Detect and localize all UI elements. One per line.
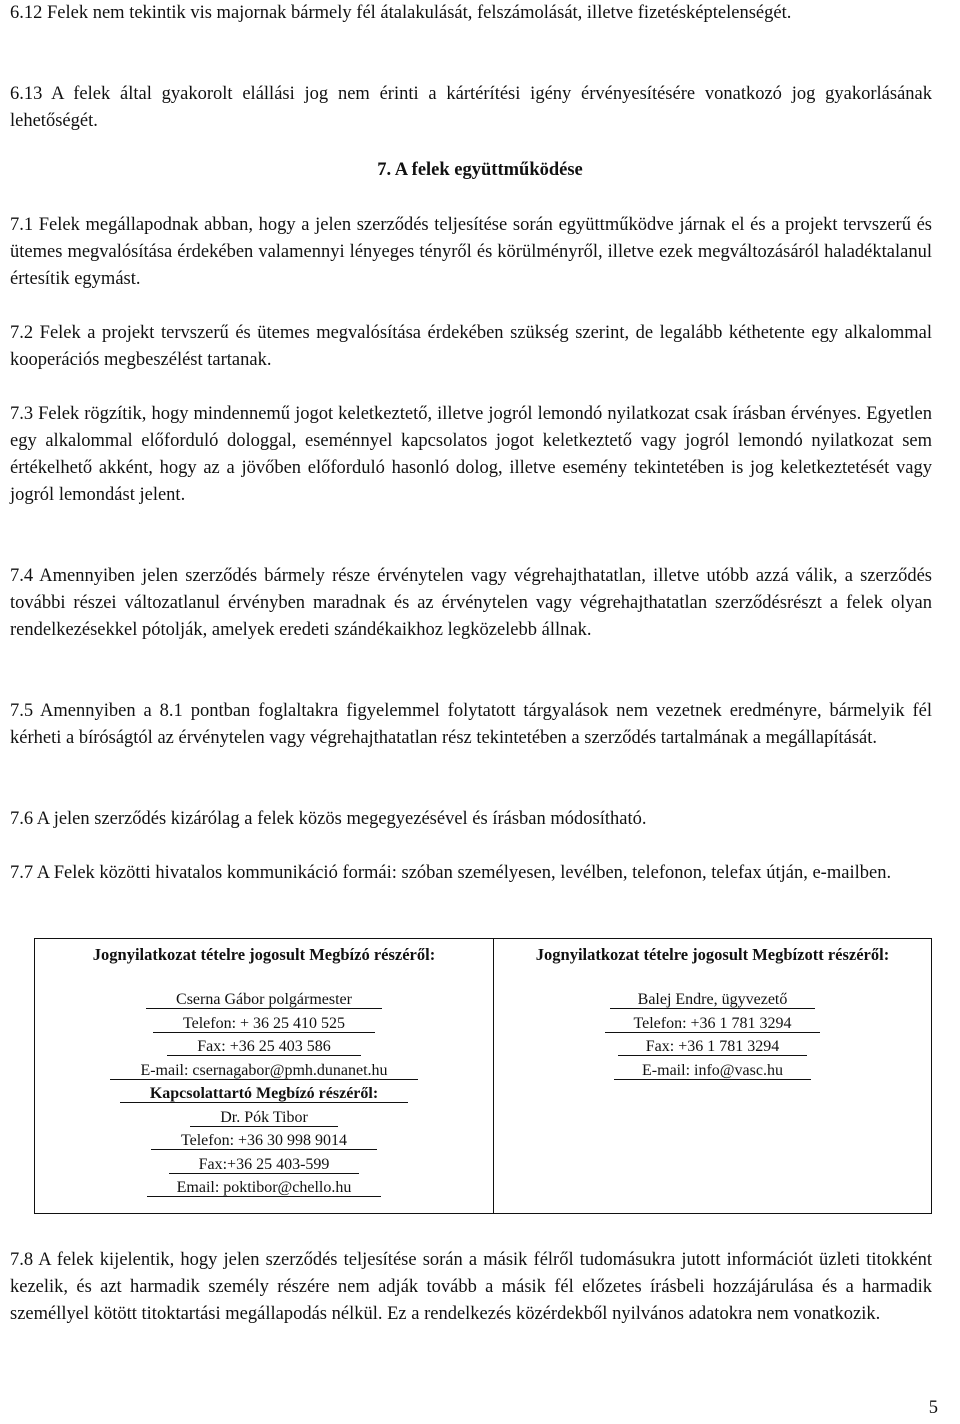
client-contact-phone: Telefon: +36 30 998 9014	[35, 1129, 493, 1153]
contractor-name: Balej Endre, ügyvezető	[494, 988, 931, 1012]
paragraph-6-12: 6.12 Felek nem tekintik vis majornak bármely fél átalakulását, felszámolását, illetve fizetésképtelenségét.	[10, 3, 792, 23]
contractor-fax: Fax: +36 1 781 3294	[494, 1035, 931, 1059]
client-column	[35, 939, 494, 1213]
paragraph-7-5: 7.5 Amennyiben a 8.1 pontban foglaltakra figyelemmel folytatott tárgyalások nem vezetnek eredményre, bármelyik fél kérheti a bíróságtól az érvénytelen vagy végrehajthatatlan rész tekintetében a szerződés tartalmának a megállapítását.	[10, 701, 932, 748]
contractor-header: Jognyilatkozat tételre jogosult Megbízott részéről:	[535, 945, 890, 964]
client-header: Jognyilatkozat tételre jogosult Megbízó részéről:	[92, 945, 436, 964]
section-heading: 7. A felek együttműködése	[377, 160, 583, 180]
paragraph-7-4: 7.4 Amennyiben jelen szerződés bármely része érvénytelen vagy végrehajthatatlan, illetve utóbb azzá válik, a szerződés további részei változatlanul érvényben maradnak és az érvénytelen vagy végrehajthatatlan szerződésrészt a felek olyan rendelkezésekkel pótolják, amelyek eredeti szándékaikhoz legközelebb állnak.	[10, 566, 932, 640]
client-contact-name: Dr. Pók Tibor	[35, 1106, 493, 1130]
contacts-table	[34, 938, 932, 1214]
client-contact-email: Email: poktibor@chello.hu	[35, 1176, 493, 1200]
paragraph-7-3: 7.3 Felek rögzítik, hogy mindennemű jogot keletkeztető, illetve jogról lemondó nyilatkozat csak írásban érvényes. Egyetlen egy alkalommal előforduló dologgal, eseménnyel kapcsolatos jogot keletkeztető vagy jogról lemondó nyilatkozat sem értékelhető akként, hogy az a jövőben előforduló hasonló dolog, illetve esemény tekintetében is jog keletkeztetését vagy jogról lemondást jelent.	[10, 404, 932, 505]
paragraph-7-7: 7.7 A Felek közötti hivatalos kommunikáció formái: szóban személyesen, levélben, telefonon, telefax útján, e-mailben.	[10, 863, 892, 883]
contractor-email: E-mail: info@vasc.hu	[494, 1059, 931, 1083]
paragraph-7-8: 7.8 A felek kijelentik, hogy jelen szerződés teljesítése során a másik félről tudomásukra jutott információt üzleti titokként kezelik, és azt harmadik személy részére nem adják tovább a másik fél előzetes írásbeli hozzájárulása és a harmadik személlyel kötött titoktartási megállapodás nélkül. Ez a rendelkezés közérdekből nyilvános adatokra nem vonatkozik.	[10, 1250, 932, 1324]
contractor-phone: Telefon: +36 1 781 3294	[494, 1012, 931, 1036]
paragraph-7-2: 7.2 Felek a projekt tervszerű és ütemes megvalósítása érdekében szükség szerint, de legalább kéthetente egy alkalommal kooperációs megbeszélést tartanak.	[10, 323, 932, 370]
paragraph-7-6: 7.6 A jelen szerződés kizárólag a felek közös megegyezésével és írásban módosítható.	[10, 809, 647, 829]
page-number: 5	[928, 1398, 938, 1418]
client-name: Cserna Gábor polgármester	[35, 988, 493, 1012]
client-phone: Telefon: + 36 25 410 525	[35, 1012, 493, 1036]
contractor-column	[494, 939, 931, 1213]
paragraph-6-13: 6.13 A felek által gyakorolt elállási jog nem érinti a kártérítési igény érvényesítésére vonatkozó jog gyakorlásának lehetőségét.	[10, 84, 932, 131]
client-email: E-mail: csernagabor@pmh.dunanet.hu	[35, 1059, 493, 1083]
paragraph-7-1: 7.1 Felek megállapodnak abban, hogy a jelen szerződés teljesítése során együttműködve járnak el és a projekt tervszerű és ütemes megvalósítása érdekében valamennyi lényeges tényről és körülményről, illetve ezek megváltozásáról haladéktalanul értesítik egymást.	[10, 215, 932, 289]
client-contact-header: Kapcsolattartó Megbízó részéről:	[35, 1082, 493, 1106]
client-contact-fax: Fax:+36 25 403-599	[35, 1153, 493, 1177]
client-fax: Fax: +36 25 403 586	[35, 1035, 493, 1059]
